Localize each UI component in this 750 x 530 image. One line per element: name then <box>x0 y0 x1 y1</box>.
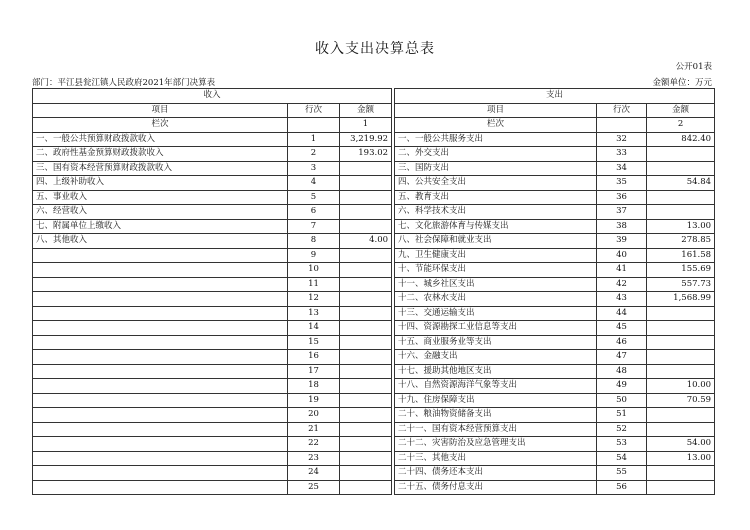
income-amount-cell <box>340 364 392 379</box>
expense-rowno-cell: 44 <box>597 306 647 321</box>
income-col-number: 1 <box>340 118 392 133</box>
table-row <box>33 219 715 234</box>
table-row <box>33 408 715 423</box>
expense-rowno-cell: 38 <box>597 219 647 234</box>
expense-amount-cell <box>647 321 715 336</box>
expense-amount-cell <box>647 364 715 379</box>
income-item-cell <box>33 480 288 495</box>
expense-amount-cell: 155.69 <box>647 263 715 278</box>
income-rowno-cell: 21 <box>288 422 340 437</box>
table-row <box>33 379 715 394</box>
income-item-cell <box>33 263 288 278</box>
expense-rowno-cell: 36 <box>597 190 647 205</box>
expense-amount-cell <box>647 466 715 481</box>
income-item-cell <box>33 437 288 452</box>
expense-item-cell: 二十五、债务付息支出 <box>395 480 597 495</box>
income-amount-cell <box>340 408 392 423</box>
income-amount-cell <box>340 321 392 336</box>
income-item-cell <box>33 335 288 350</box>
income-rowno-cell: 5 <box>288 190 340 205</box>
header-row-column-index <box>33 118 715 133</box>
table-row <box>33 335 715 350</box>
expense-amount-cell: 557.73 <box>647 277 715 292</box>
table-row <box>33 234 715 249</box>
income-rowno-cell: 12 <box>288 292 340 307</box>
expense-item-cell: 七、文化旅游体育与传媒支出 <box>395 219 597 234</box>
income-item-cell <box>33 277 288 292</box>
expense-amount-cell <box>647 161 715 176</box>
expense-item-cell: 二、外交支出 <box>395 147 597 162</box>
expense-amount-cell <box>647 306 715 321</box>
expense-amount-cell: 54.00 <box>647 437 715 452</box>
income-amount-cell <box>340 451 392 466</box>
income-item-cell <box>33 379 288 394</box>
expense-rowno-cell: 37 <box>597 205 647 220</box>
income-rowno-cell: 10 <box>288 263 340 278</box>
income-item-cell <box>33 321 288 336</box>
income-amount-cell <box>340 205 392 220</box>
income-amount-cell <box>340 161 392 176</box>
expense-rowno-cell: 56 <box>597 480 647 495</box>
income-rowno-cell: 8 <box>288 234 340 249</box>
income-rowno-cell: 22 <box>288 437 340 452</box>
expense-amount-cell: 54.84 <box>647 176 715 191</box>
table-row <box>33 393 715 408</box>
expense-item-cell: 十九、住房保障支出 <box>395 393 597 408</box>
income-rowno-cell: 3 <box>288 161 340 176</box>
expense-item-cell: 十三、交通运输支出 <box>395 306 597 321</box>
table-row <box>33 277 715 292</box>
income-amount-cell <box>340 292 392 307</box>
table-row <box>33 292 715 307</box>
income-rowno-cell: 7 <box>288 219 340 234</box>
expense-item-cell: 四、公共安全支出 <box>395 176 597 191</box>
expense-amount-cell <box>647 422 715 437</box>
expense-item-cell: 十四、资源勘探工业信息等支出 <box>395 321 597 336</box>
expense-rowno-cell: 33 <box>597 147 647 162</box>
table-row <box>33 321 715 336</box>
income-item-header: 项目 <box>33 103 288 118</box>
income-rowno-cell: 4 <box>288 176 340 191</box>
expense-amount-cell <box>647 480 715 495</box>
income-item-cell: 五、事业收入 <box>33 190 288 205</box>
table-row <box>33 132 715 147</box>
income-rowno-cell: 16 <box>288 350 340 365</box>
expense-item-cell: 六、科学技术支出 <box>395 205 597 220</box>
expense-rowno-cell: 52 <box>597 422 647 437</box>
income-item-cell <box>33 422 288 437</box>
income-amount-cell <box>340 466 392 481</box>
table-row <box>33 437 715 452</box>
table-row <box>33 480 715 495</box>
form-number: 公开01表 <box>675 62 712 72</box>
income-rowno-cell: 15 <box>288 335 340 350</box>
expense-amount-header: 金额 <box>647 103 715 118</box>
income-item-cell: 七、附属单位上缴收入 <box>33 219 288 234</box>
table-row <box>33 422 715 437</box>
expense-rowno-cell: 47 <box>597 350 647 365</box>
income-header: 收入 <box>33 89 392 104</box>
expense-rowno-cell: 48 <box>597 364 647 379</box>
table-row <box>33 161 715 176</box>
expense-amount-cell: 161.58 <box>647 248 715 263</box>
income-item-cell: 八、其他收入 <box>33 234 288 249</box>
expense-item-cell: 十二、农林水支出 <box>395 292 597 307</box>
header-row-columns <box>33 103 715 118</box>
expense-amount-cell <box>647 205 715 220</box>
table-row <box>33 190 715 205</box>
expense-item-cell: 十一、城乡社区支出 <box>395 277 597 292</box>
expense-amount-cell <box>647 335 715 350</box>
table-row <box>33 350 715 365</box>
expense-item-cell: 十五、商业服务业等支出 <box>395 335 597 350</box>
income-rowno-cell: 14 <box>288 321 340 336</box>
page-title: 收入支出决算总表 <box>315 41 435 57</box>
income-column-label: 栏次 <box>33 118 288 133</box>
income-item-cell: 六、经营收入 <box>33 205 288 220</box>
table-row <box>33 147 715 162</box>
income-rowno-cell: 2 <box>288 147 340 162</box>
income-item-cell: 一、一般公共预算财政拨款收入 <box>33 132 288 147</box>
income-amount-cell <box>340 335 392 350</box>
expense-rowno-cell: 54 <box>597 451 647 466</box>
expense-item-cell: 二十三、其他支出 <box>395 451 597 466</box>
income-rowno-cell: 17 <box>288 364 340 379</box>
expense-amount-cell <box>647 408 715 423</box>
expense-rowno-cell: 46 <box>597 335 647 350</box>
income-item-cell <box>33 292 288 307</box>
expense-amount-cell: 278.85 <box>647 234 715 249</box>
expense-item-cell: 二十、粮油物资储备支出 <box>395 408 597 423</box>
expense-column-label: 栏次 <box>395 118 597 133</box>
income-amount-cell <box>340 248 392 263</box>
income-rowno-cell: 13 <box>288 306 340 321</box>
income-rowno-cell: 23 <box>288 451 340 466</box>
expense-rowno-cell: 41 <box>597 263 647 278</box>
income-amount-cell <box>340 190 392 205</box>
income-rowno-cell: 6 <box>288 205 340 220</box>
income-amount-cell <box>340 422 392 437</box>
income-rowno-blank <box>288 118 340 133</box>
income-rowno-cell: 24 <box>288 466 340 481</box>
expense-rowno-cell: 39 <box>597 234 647 249</box>
expense-item-cell: 十八、自然资源海洋气象等支出 <box>395 379 597 394</box>
expense-amount-cell: 1,568.99 <box>647 292 715 307</box>
income-item-cell <box>33 248 288 263</box>
expense-rowno-cell: 53 <box>597 437 647 452</box>
expense-item-cell: 十六、金融支出 <box>395 350 597 365</box>
expense-rowno-cell: 35 <box>597 176 647 191</box>
income-item-cell <box>33 364 288 379</box>
expense-rowno-cell: 50 <box>597 393 647 408</box>
table-row <box>33 306 715 321</box>
income-item-cell <box>33 306 288 321</box>
expense-item-cell: 二十四、债务还本支出 <box>395 466 597 481</box>
income-amount-cell <box>340 277 392 292</box>
income-item-cell <box>33 350 288 365</box>
income-item-cell <box>33 408 288 423</box>
expense-item-cell: 三、国防支出 <box>395 161 597 176</box>
expense-amount-cell: 13.00 <box>647 451 715 466</box>
expense-amount-cell: 842.40 <box>647 132 715 147</box>
expense-item-header: 项目 <box>395 103 597 118</box>
header-row-section <box>33 89 715 104</box>
income-amount-cell <box>340 306 392 321</box>
income-amount-cell: 4.00 <box>340 234 392 249</box>
expense-col-number: 2 <box>647 118 715 133</box>
income-amount-header: 金额 <box>340 103 392 118</box>
expense-amount-cell <box>647 190 715 205</box>
expense-item-cell: 九、卫生健康支出 <box>395 248 597 263</box>
department-label: 部门：平江县瓮江镇人民政府2021年部门决算表 <box>32 78 216 88</box>
income-rowno-cell: 18 <box>288 379 340 394</box>
income-amount-cell: 193.02 <box>340 147 392 162</box>
expense-rowno-cell: 40 <box>597 248 647 263</box>
expense-item-cell: 二十二、灾害防治及应急管理支出 <box>395 437 597 452</box>
expense-item-cell: 五、教育支出 <box>395 190 597 205</box>
income-item-cell: 二、政府性基金预算财政拨款收入 <box>33 147 288 162</box>
income-rowno-cell: 1 <box>288 132 340 147</box>
income-amount-cell <box>340 379 392 394</box>
income-rowno-cell: 19 <box>288 393 340 408</box>
income-amount-cell: 3,219.92 <box>340 132 392 147</box>
expense-amount-cell: 13.00 <box>647 219 715 234</box>
income-amount-cell <box>340 219 392 234</box>
income-rowno-cell: 20 <box>288 408 340 423</box>
expense-rowno-cell: 55 <box>597 466 647 481</box>
income-amount-cell <box>340 176 392 191</box>
expense-rowno-cell: 51 <box>597 408 647 423</box>
expense-rowno-cell: 45 <box>597 321 647 336</box>
income-item-cell: 四、上级补助收入 <box>33 176 288 191</box>
expense-item-cell: 十七、援助其他地区支出 <box>395 364 597 379</box>
table-row <box>33 248 715 263</box>
income-item-cell <box>33 393 288 408</box>
expense-rowno-cell: 43 <box>597 292 647 307</box>
income-amount-cell <box>340 437 392 452</box>
income-rowno-cell: 11 <box>288 277 340 292</box>
expense-amount-cell: 70.59 <box>647 393 715 408</box>
expense-item-cell: 八、社会保障和就业支出 <box>395 234 597 249</box>
income-amount-cell <box>340 263 392 278</box>
expense-rowno-cell: 42 <box>597 277 647 292</box>
income-rowno-header: 行次 <box>288 103 340 118</box>
table-row <box>33 451 715 466</box>
expense-rowno-cell: 49 <box>597 379 647 394</box>
table-row <box>33 466 715 481</box>
expense-item-cell: 一、一般公共服务支出 <box>395 132 597 147</box>
income-amount-cell <box>340 393 392 408</box>
table-row <box>33 176 715 191</box>
expense-amount-cell <box>647 147 715 162</box>
expense-rowno-cell: 34 <box>597 161 647 176</box>
expense-item-cell: 十、节能环保支出 <box>395 263 597 278</box>
expense-amount-cell <box>647 350 715 365</box>
unit-label: 金额单位：万元 <box>652 78 712 88</box>
income-rowno-cell: 9 <box>288 248 340 263</box>
income-amount-cell <box>340 480 392 495</box>
expense-rowno-header: 行次 <box>597 103 647 118</box>
expense-rowno-cell: 32 <box>597 132 647 147</box>
expense-rowno-blank <box>597 118 647 133</box>
income-item-cell <box>33 451 288 466</box>
table-row <box>33 263 715 278</box>
income-rowno-cell: 25 <box>288 480 340 495</box>
expense-header: 支出 <box>395 89 715 104</box>
expense-amount-cell: 10.00 <box>647 379 715 394</box>
expense-item-cell: 二十一、国有资本经营预算支出 <box>395 422 597 437</box>
table-row <box>33 205 715 220</box>
income-item-cell <box>33 466 288 481</box>
income-amount-cell <box>340 350 392 365</box>
table-row <box>33 364 715 379</box>
income-item-cell: 三、国有资本经营预算财政拨款收入 <box>33 161 288 176</box>
income-expense-table <box>32 88 715 495</box>
